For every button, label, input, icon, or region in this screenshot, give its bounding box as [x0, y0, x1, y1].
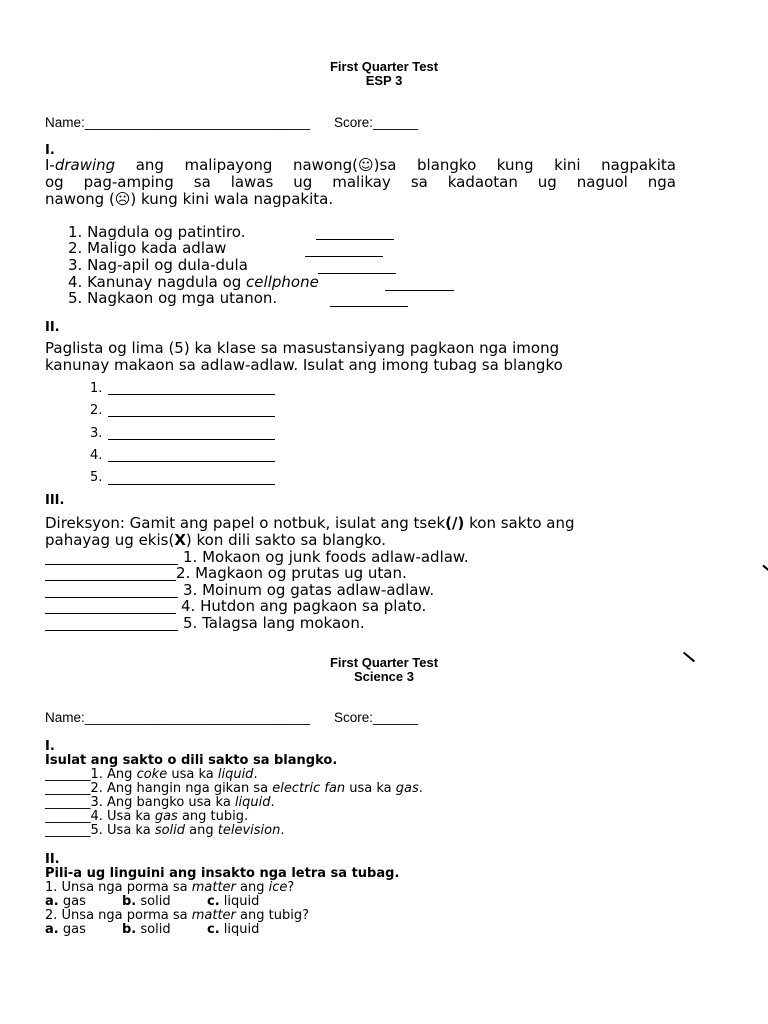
- science-tf-item-5: _______5. Usa ka solid ang television.: [45, 823, 285, 838]
- esp-list-item-5-blank[interactable]: [108, 484, 275, 485]
- esp-list-item-2: 2.: [90, 403, 103, 418]
- science-question-1-choice-b[interactable]: b. solid: [122, 894, 171, 909]
- science-question-2: 2. Unsa nga porma sa matter ang tubig?: [45, 908, 309, 923]
- science-test-title: First Quarter Test: [329, 655, 439, 670]
- esp-item-3: 3. Nag-apil og dula-dula: [68, 256, 248, 274]
- esp-section-1-instruction-line-2: og pag-amping sa lawas ug malikay sa kadaotan ug naguol nga: [45, 173, 676, 191]
- esp-statement-1: 1. Mokaon og junk foods adlaw-adlaw.: [183, 548, 469, 566]
- science-test-subtitle: Science 3: [354, 669, 414, 684]
- esp-list-item-1-blank[interactable]: [108, 394, 275, 395]
- science-question-1-choice-c[interactable]: c. liquid: [207, 894, 260, 909]
- esp-list-item-4-blank[interactable]: [108, 461, 275, 462]
- esp-statement-3-blank[interactable]: [45, 597, 178, 598]
- science-question-1-choice-a[interactable]: a. gas: [45, 894, 86, 909]
- esp-statement-2-blank[interactable]: [45, 580, 176, 581]
- esp-statement-4-blank[interactable]: [45, 613, 176, 614]
- science-score-field[interactable]: Score:______: [334, 710, 419, 725]
- esp-list-item-1: 1.: [90, 381, 103, 396]
- esp-section-2-number: II.: [45, 320, 60, 335]
- check-mark-symbol: (/): [445, 514, 465, 532]
- esp-score-field[interactable]: Score:______: [334, 115, 419, 130]
- esp-statement-3: 3. Moinum og gatas adlaw-adlaw.: [183, 581, 435, 599]
- science-tf-item-4: _______4. Usa ka gas ang tubig.: [45, 809, 249, 824]
- esp-statement-5: 5. Talagsa lang mokaon.: [183, 614, 365, 632]
- esp-section-2-instruction-line-1: Paglista og lima (5) ka klase sa masustansiyang pagkaon nga imong: [45, 339, 560, 357]
- esp-section-1-instruction-line-1: I-drawing ang malipayong nawong(☺)sa blangko kung kini nagpakita: [45, 156, 676, 174]
- esp-item-2: 2. Maligo kada adlaw: [68, 239, 227, 257]
- esp-list-item-3-blank[interactable]: [108, 439, 275, 440]
- science-question-2-choice-c[interactable]: c. liquid: [207, 922, 260, 937]
- esp-list-item-5: 5.: [90, 470, 103, 485]
- science-section-1-number: I.: [45, 739, 55, 754]
- science-section-2-number: II.: [45, 852, 60, 867]
- esp-list-item-4: 4.: [90, 448, 103, 463]
- science-question-2-choice-b[interactable]: b. solid: [122, 922, 171, 937]
- esp-section-1-number: I.: [45, 143, 55, 158]
- stray-pen-mark-edge: [762, 565, 768, 572]
- esp-section-3-instruction-line-1: Direksyon: Gamit ang papel o notbuk, isulat ang tsek(/) kon sakto ang: [45, 514, 575, 532]
- science-section-2-instruction: Pili-a ug linguini ang insakto nga letra sa tubag.: [45, 866, 400, 881]
- esp-item-5-answer-blank[interactable]: [330, 306, 408, 307]
- science-question-2-choice-a[interactable]: a. gas: [45, 922, 86, 937]
- esp-test-title: First Quarter Test: [329, 59, 439, 74]
- esp-item-3-answer-blank[interactable]: [318, 273, 396, 274]
- science-section-1-instruction: Isulat ang sakto o dili sakto sa blangko.: [45, 753, 338, 768]
- esp-section-2-instruction-line-2: kanunay makaon sa adlaw-adlaw. Isulat ang imong tubag sa blangko: [45, 356, 563, 374]
- esp-section-1-instruction-line-3: nawong (☹) kung kini wala nagpakita.: [45, 190, 334, 208]
- science-name-field[interactable]: Name:______________________________: [45, 710, 311, 725]
- esp-list-item-2-blank[interactable]: [108, 416, 275, 417]
- cross-mark-symbol: X: [174, 531, 186, 549]
- esp-name-field[interactable]: Name:______________________________: [45, 115, 311, 130]
- science-tf-item-3: _______3. Ang bangko usa ka liquid.: [45, 795, 275, 810]
- science-tf-item-2: _______2. Ang hangin nga gikan sa electric fan usa ka gas.: [45, 781, 423, 796]
- esp-item-1: 1. Nagdula og patintiro.: [68, 223, 246, 241]
- esp-item-4: 4. Kanunay nagdula og cellphone: [68, 273, 319, 291]
- esp-item-5: 5. Nagkaon og mga utanon.: [68, 289, 278, 307]
- esp-item-4-answer-blank[interactable]: [385, 290, 454, 291]
- esp-statement-1-blank[interactable]: [45, 564, 178, 565]
- esp-item-1-answer-blank[interactable]: [316, 239, 394, 240]
- science-tf-item-1: _______1. Ang coke usa ka liquid.: [45, 767, 258, 782]
- esp-statement-5-blank[interactable]: [45, 630, 178, 631]
- esp-section-3-number: III.: [45, 493, 65, 508]
- esp-item-2-answer-blank[interactable]: [305, 256, 383, 257]
- esp-list-item-3: 3.: [90, 426, 103, 441]
- esp-statement-2: 2. Magkaon og prutas ug utan.: [176, 564, 407, 582]
- science-question-1: 1. Unsa nga porma sa matter ang ice?: [45, 880, 295, 895]
- esp-section-3-instruction-line-2: pahayag ug ekis(X) kon dili sakto sa blangko.: [45, 531, 386, 549]
- esp-statement-4: 4. Hutdon ang pagkaon sa plato.: [181, 597, 427, 615]
- esp-test-subtitle: ESP 3: [365, 73, 403, 88]
